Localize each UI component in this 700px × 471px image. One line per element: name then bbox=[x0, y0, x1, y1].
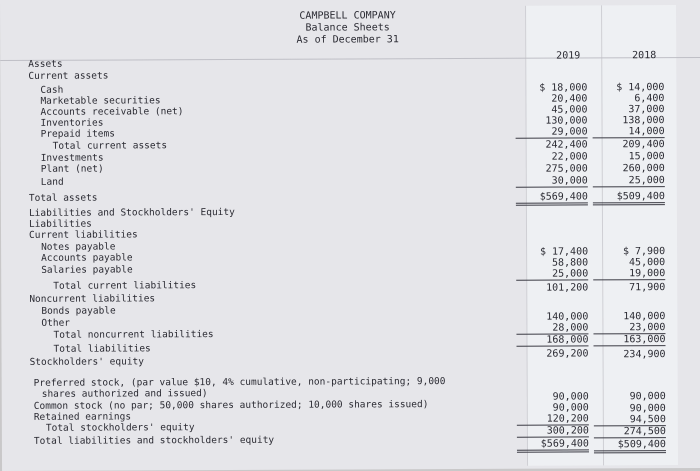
line-label: Preferred stock, (par value $10, 4% cumulative, non-participating; 9,000 bbox=[33, 376, 446, 389]
line-label: Investments bbox=[40, 152, 104, 164]
line-label: Total noncurrent liabilities bbox=[53, 329, 214, 341]
line-label: Inventories bbox=[40, 117, 104, 129]
line-label: Retained earnings bbox=[33, 411, 132, 423]
line-label: Assets bbox=[28, 58, 63, 70]
company-name: CAMPBELL COMPANY bbox=[299, 10, 396, 22]
amount-2018: 140,000 bbox=[623, 311, 666, 323]
amount-2018: $509,400 bbox=[594, 439, 666, 453]
amount-2018: 234,900 bbox=[623, 349, 666, 361]
year-2019-header: 2019 bbox=[556, 50, 581, 62]
line-label: Total current liabilities bbox=[53, 280, 197, 292]
amount-2018: 209,400 bbox=[622, 139, 665, 151]
line-label: Cash bbox=[40, 84, 64, 96]
amount-2019: 25,000 bbox=[516, 268, 588, 280]
amount-2019: 28,000 bbox=[516, 322, 588, 334]
amount-2018: 6,400 bbox=[634, 93, 665, 105]
amount-2018: 90,000 bbox=[629, 391, 666, 403]
amount-2018: 37,000 bbox=[628, 104, 665, 116]
line-label: Current liabilities bbox=[29, 229, 138, 241]
amount-2019: 140,000 bbox=[546, 311, 589, 323]
line-label: Total liabilities bbox=[53, 343, 151, 355]
amount-2018: $509,400 bbox=[593, 191, 665, 205]
line-label: Prepaid items bbox=[40, 128, 115, 140]
amount-2019: $ 17,400 bbox=[539, 246, 589, 258]
line-label: Accounts payable bbox=[41, 252, 133, 264]
line-label: Salaries payable bbox=[41, 264, 133, 276]
amount-2019: 168,000 bbox=[516, 334, 588, 346]
line-label: Current assets bbox=[28, 70, 109, 82]
amount-2019: 90,000 bbox=[552, 402, 589, 414]
line-label: Liabilities and Stockholders' Equity bbox=[28, 206, 235, 219]
amount-2018: 23,000 bbox=[593, 322, 665, 334]
amount-2018: 14,000 bbox=[593, 126, 665, 138]
amount-2019: 130,000 bbox=[545, 115, 588, 127]
amount-2019: 30,000 bbox=[516, 175, 588, 187]
line-label: Stockholders' equity bbox=[29, 356, 144, 368]
line-label: Noncurrent liabilities bbox=[29, 293, 156, 305]
amount-2018: 45,000 bbox=[629, 257, 666, 269]
amount-2018: 90,000 bbox=[629, 403, 666, 415]
amount-2018: $ 7,900 bbox=[622, 246, 666, 258]
line-label: Land bbox=[40, 176, 64, 188]
amount-2019: 90,000 bbox=[552, 391, 589, 403]
amount-2019: 45,000 bbox=[551, 104, 588, 116]
amount-2018: 15,000 bbox=[628, 151, 665, 163]
line-label: Other bbox=[41, 317, 71, 329]
line-label: Accounts receivable (net) bbox=[40, 106, 184, 118]
line-label: Bonds payable bbox=[41, 305, 116, 317]
amount-2018: 274,500 bbox=[594, 426, 666, 438]
amount-2019: 101,200 bbox=[546, 282, 589, 294]
amount-2019: 242,400 bbox=[545, 139, 588, 151]
amount-2019: 29,000 bbox=[516, 126, 588, 138]
amount-2019: $569,400 bbox=[517, 438, 589, 452]
amount-2019: 22,000 bbox=[551, 151, 588, 163]
amount-2019: 300,200 bbox=[517, 425, 589, 437]
amount-2018: 19,000 bbox=[593, 268, 665, 280]
amount-2018: 94,500 bbox=[594, 414, 666, 426]
line-label: Common stock (no par; 50,000 shares authorized; 10,000 shares issued) bbox=[33, 399, 429, 412]
line-label: Total liabilities and stockholders' equity bbox=[33, 434, 275, 447]
line-label: shares authorized and issued) bbox=[41, 388, 208, 400]
line-label: Total current assets bbox=[52, 140, 168, 152]
amount-2019: $569,400 bbox=[516, 191, 588, 205]
amount-2018: 71,900 bbox=[629, 282, 666, 294]
year-2018-header: 2018 bbox=[632, 50, 657, 62]
line-label: Plant (net) bbox=[40, 163, 104, 175]
amount-2018: $ 14,000 bbox=[616, 82, 665, 94]
line-label: Notes payable bbox=[41, 241, 116, 253]
amount-2019: 120,200 bbox=[517, 413, 589, 425]
amount-2018: 25,000 bbox=[593, 175, 665, 187]
statement-date: As of December 31 bbox=[296, 34, 399, 46]
amount-2019: 269,200 bbox=[546, 348, 589, 360]
amount-2019: 20,400 bbox=[551, 93, 588, 105]
amount-2019: 58,800 bbox=[552, 257, 589, 269]
line-label: Marketable securities bbox=[40, 95, 161, 107]
line-label: Total stockholders' equity bbox=[45, 422, 195, 434]
amount-2019: $ 18,000 bbox=[539, 82, 588, 94]
amount-2018: 138,000 bbox=[622, 115, 665, 127]
statement-title: Balance Sheets bbox=[305, 22, 390, 34]
line-label: Total assets bbox=[28, 192, 98, 204]
amount-2018: 260,000 bbox=[622, 163, 665, 175]
line-label: Liabilities bbox=[28, 218, 92, 230]
sheet-header bbox=[0, 5, 700, 61]
amount-2019: 275,000 bbox=[545, 163, 588, 175]
amount-2018: 163,000 bbox=[593, 334, 665, 346]
